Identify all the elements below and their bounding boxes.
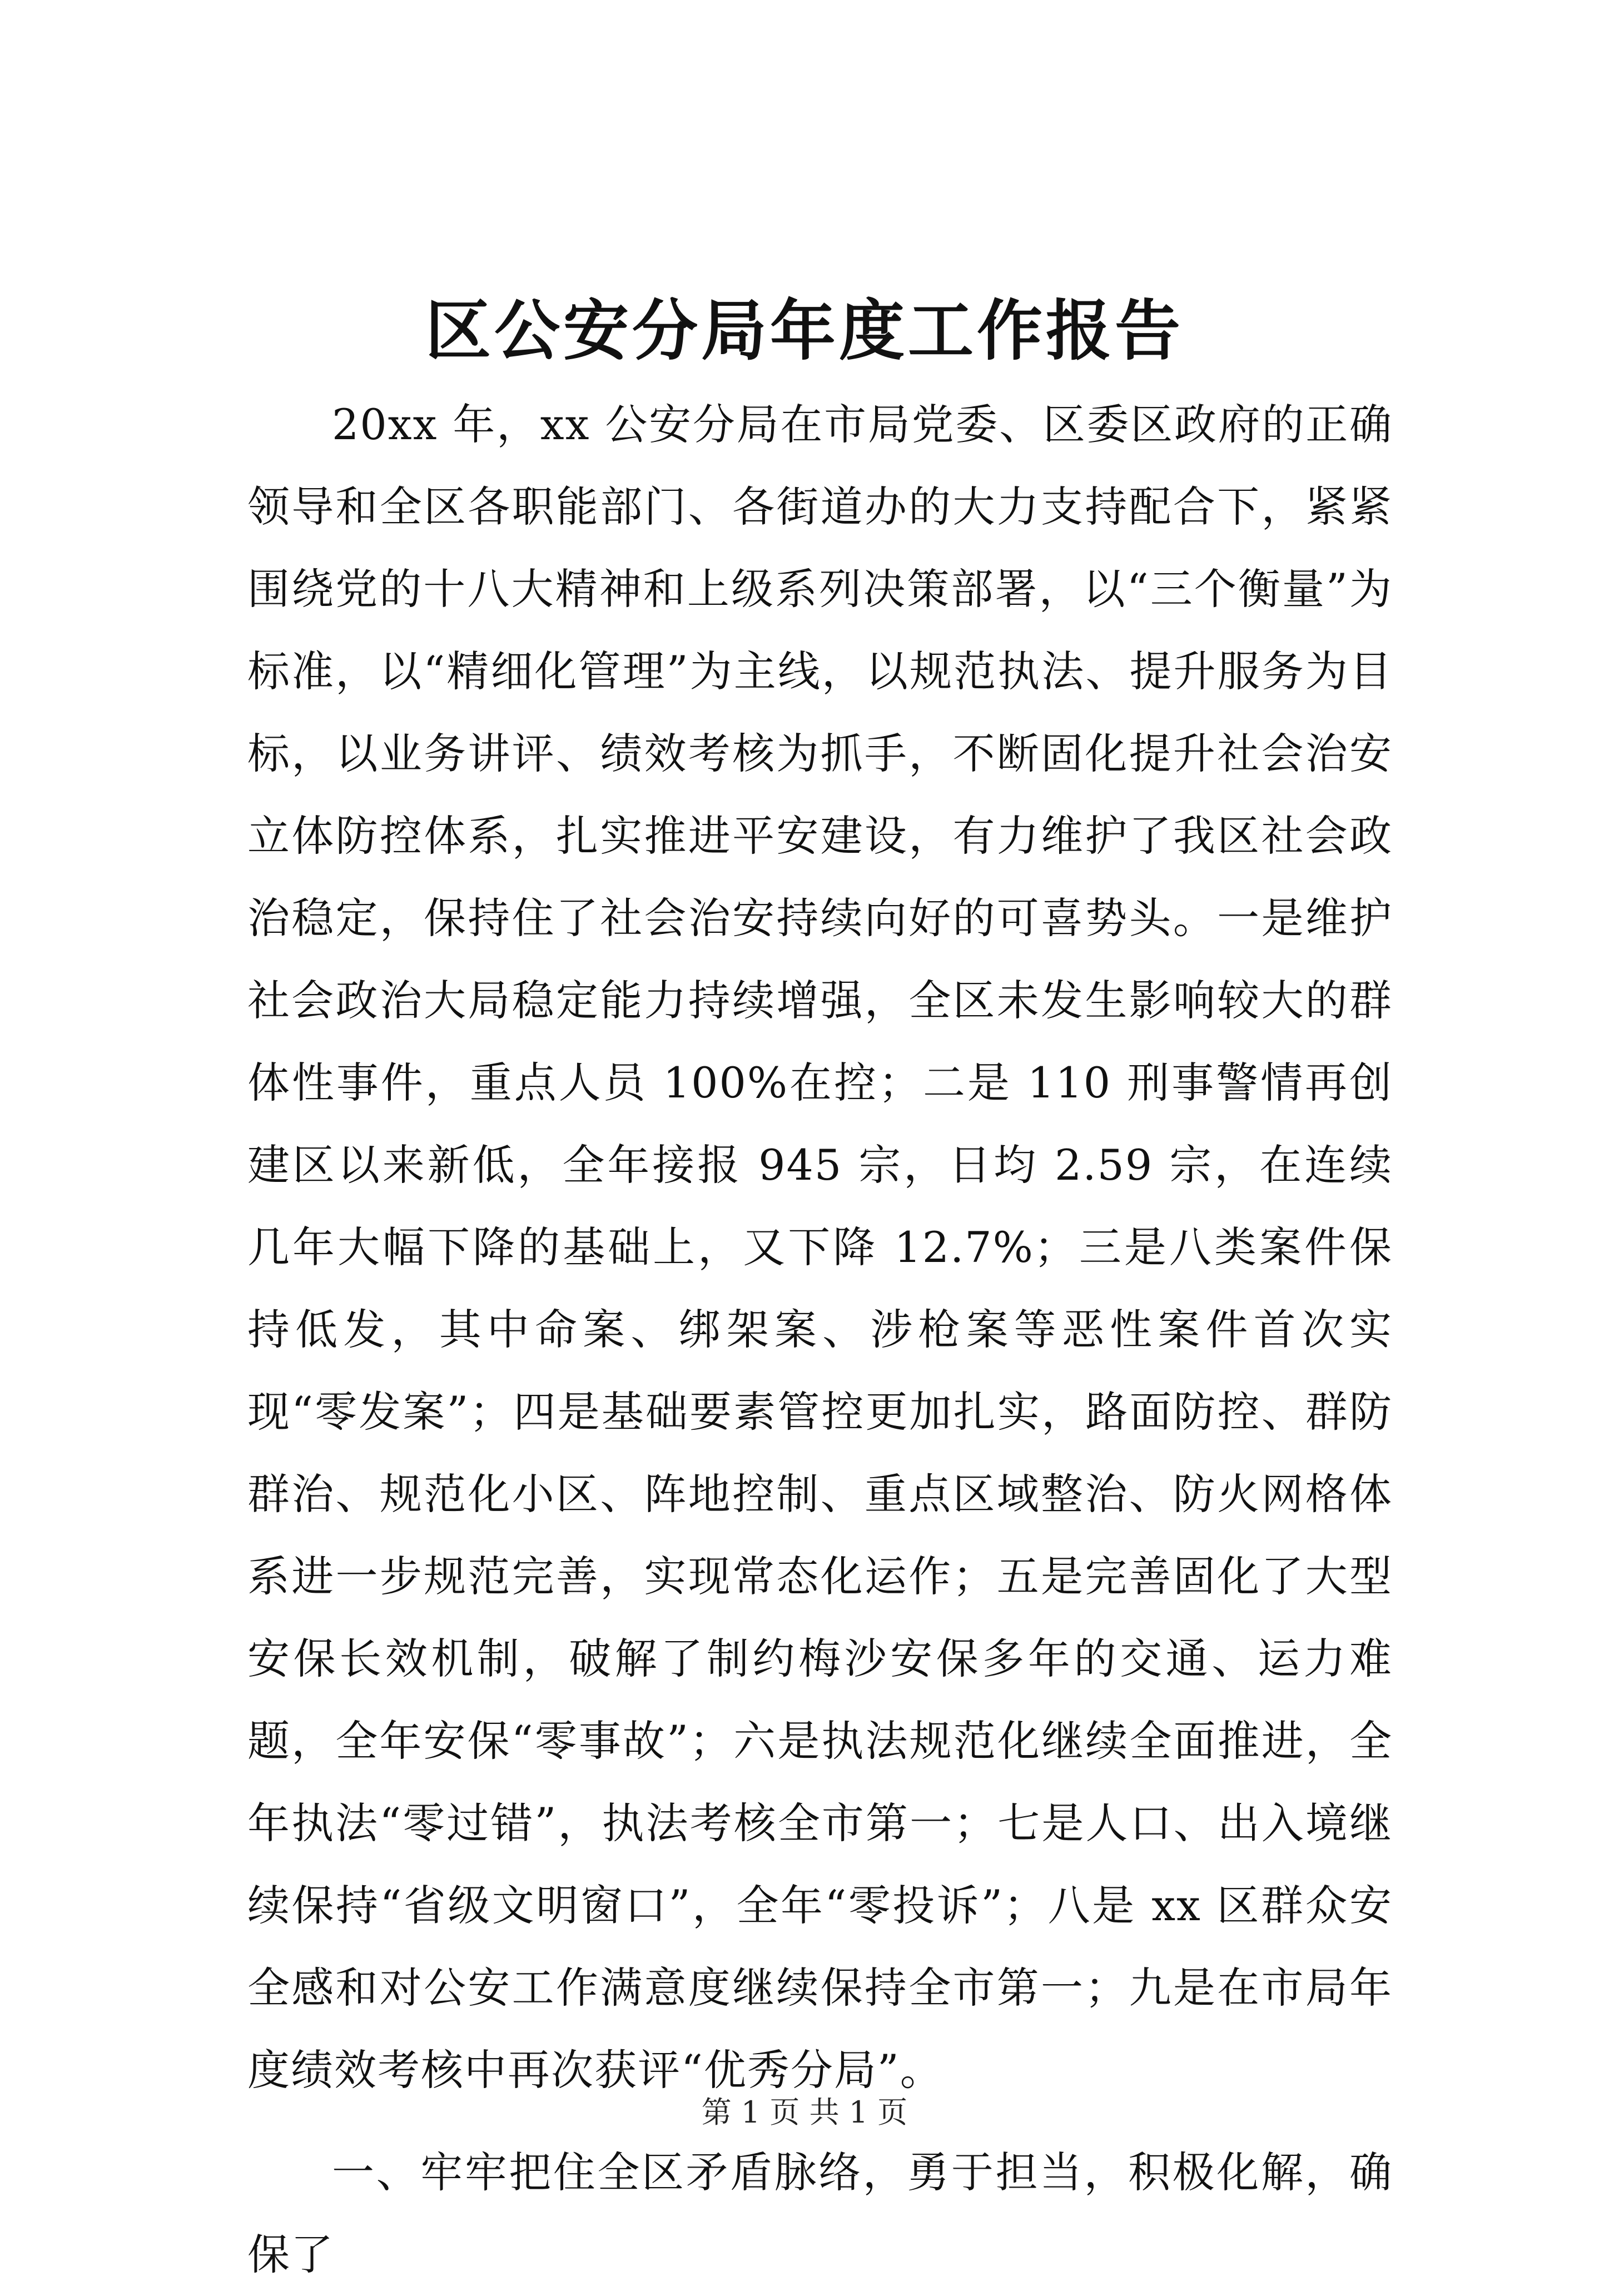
section-heading: 一、牢牢把住全区矛盾脉络，勇于担当，积极化解，确保了 [247,2148,1393,2279]
body-paragraph: 20xx 年，xx 公安分局在市局党委、区委区政府的正确领导和全区各职能部门、各街道办的大力支持配合下，紧紧围绕党的十八大精神和上级系列决策部署，以“三个衡量”为标准，以“精细化管理”为主线，以规范执法、提升服务为目标，以业务讲评、绩效考核为抓手，不断固化提升社会治安立体防控体系，扎实推进平安建设，有力维护了我区社会政治稳定，保持住了社会治安持续向好的可喜势头。一是维护社会政治大局稳定能力持续增强，全区未发生影响较大的群体性事件，重点人员 100%在控；二是 110 刑事警情再创建区以来新低，全年接报 945 宗，日均 2.59 宗，在连续几年大幅下降的基础上，又下降 12.7%；三是八类案件保持低发，其中命案、绑架案、涉枪案等恶性案件首次实现“零发案”；四是基础要素管控更加扎实，路面防控、群防群治、规范化小区、阵地控制、重点区域整治、防火网格体系进一步规范完善，实现常态化运作；五是完善固化了大型安保长效机制，破解了制约梅沙安保多年的交通、运力难题，全年安保“零事故”；六是执法规范化继续全面推进，全年执法“零过错”，执法考核全市第一；七是人口、出入境继续保持“省级文明窗口”，全年“零投诉”；八是 xx 区群众安全感和对公安工作满意度继续保持全市第一；九是在市局年度绩效考核中再次获评“优秀分局”。 [247,400,1393,2095]
document-body [247,384,1393,2296]
document-title: 区公安分局年度工作报告 [425,292,1184,369]
page-footer: 第 1 页 共 1 页 [701,2095,908,2130]
